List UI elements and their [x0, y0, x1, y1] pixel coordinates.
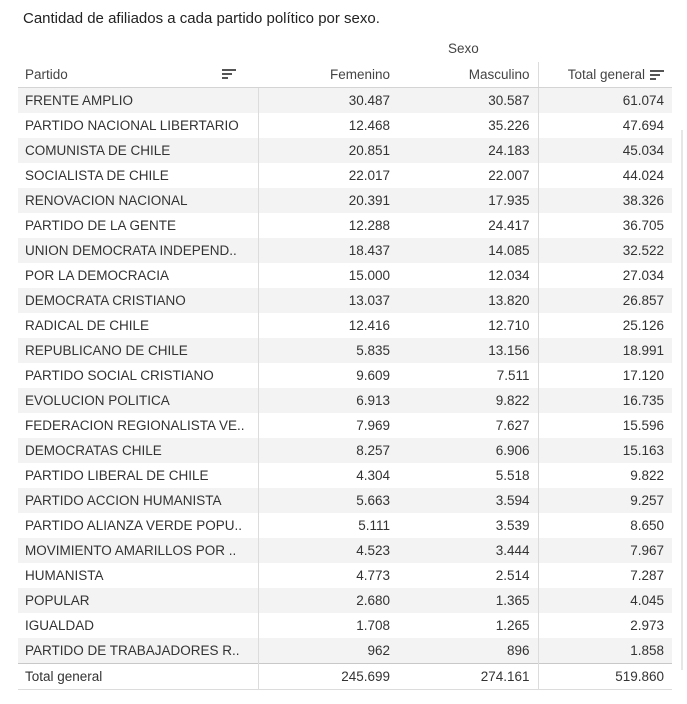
party-name: HUMANISTA	[25, 568, 104, 584]
masculino-cell: 7.511	[398, 363, 538, 388]
party-name: SOCIALISTA DE CHILE	[25, 168, 169, 184]
masculino-cell: 13.820	[398, 288, 538, 313]
party-name: FRENTE AMPLIO	[25, 93, 134, 109]
party-cell	[18, 138, 258, 163]
table-row[interactable]	[18, 438, 672, 463]
femenino-cell: 22.017	[258, 163, 398, 188]
party-name: DEMOCRATAS CHILE	[25, 443, 162, 459]
party-name: EVOLUCION POLITICA	[25, 393, 170, 409]
table-title: Cantidad de afiliados a cada partido político por sexo.	[23, 10, 380, 27]
femenino-cell: 7.969	[258, 413, 398, 438]
party-name: PARTIDO NACIONAL LIBERTARIO	[25, 118, 239, 134]
femenino-cell: 20.851	[258, 138, 398, 163]
masculino-cell: 6.906	[398, 438, 538, 463]
column-header-partido-label: Partido	[25, 67, 68, 82]
party-name: PARTIDO LIBERAL DE CHILE	[25, 468, 209, 484]
femenino-cell: 12.468	[258, 113, 398, 138]
party-cell	[18, 613, 258, 638]
femenino-cell: 5.663	[258, 488, 398, 513]
table-row[interactable]	[18, 388, 672, 413]
table-row[interactable]	[18, 413, 672, 438]
masculino-cell: 1.265	[398, 613, 538, 638]
party-cell	[18, 213, 258, 238]
masculino-cell: 14.085	[398, 238, 538, 263]
sort-descending-icon[interactable]	[650, 70, 664, 80]
total-cell: 15.163	[538, 438, 672, 463]
masculino-cell: 24.417	[398, 213, 538, 238]
party-cell	[18, 313, 258, 338]
femenino-cell: 962	[258, 638, 398, 664]
party-name: POR LA DEMOCRACIA	[25, 268, 170, 284]
table-row[interactable]	[18, 463, 672, 488]
table-row[interactable]	[18, 188, 672, 213]
table-row[interactable]	[18, 138, 672, 163]
table-row[interactable]	[18, 263, 672, 288]
total-cell: 26.857	[538, 288, 672, 313]
column-header-femenino[interactable]: Femenino	[258, 62, 398, 88]
table-row[interactable]	[18, 313, 672, 338]
party-cell	[18, 338, 258, 363]
table-row[interactable]	[18, 638, 672, 664]
total-cell: 25.126	[538, 313, 672, 338]
total-cell: 15.596	[538, 413, 672, 438]
masculino-cell: 22.007	[398, 163, 538, 188]
column-header-total-label: Total general	[567, 67, 645, 82]
femenino-cell: 30.487	[258, 88, 398, 114]
femenino-cell: 4.773	[258, 563, 398, 588]
table-row[interactable]	[18, 613, 672, 638]
party-cell	[18, 363, 258, 388]
total-cell: 7.967	[538, 538, 672, 563]
femenino-cell: 12.288	[258, 213, 398, 238]
header-row	[18, 62, 672, 88]
affiliates-table	[18, 62, 672, 690]
masculino-cell: 7.627	[398, 413, 538, 438]
party-name: DEMOCRATA CRISTIANO	[25, 293, 186, 309]
party-cell	[18, 438, 258, 463]
totals-masculino: 274.161	[398, 664, 538, 690]
total-cell: 45.034	[538, 138, 672, 163]
total-cell: 4.045	[538, 588, 672, 613]
column-header-masculino[interactable]: Masculino	[398, 62, 538, 88]
table-row[interactable]	[18, 538, 672, 563]
column-header-total-general[interactable]	[538, 62, 672, 88]
masculino-cell: 12.034	[398, 263, 538, 288]
party-cell	[18, 488, 258, 513]
table-row[interactable]	[18, 113, 672, 138]
femenino-cell: 5.835	[258, 338, 398, 363]
total-cell: 47.694	[538, 113, 672, 138]
masculino-cell: 1.365	[398, 588, 538, 613]
table-row[interactable]	[18, 238, 672, 263]
total-cell: 8.650	[538, 513, 672, 538]
party-name: MOVIMIENTO AMARILLOS POR ..	[25, 543, 237, 559]
party-cell	[18, 113, 258, 138]
total-cell: 9.822	[538, 463, 672, 488]
masculino-cell: 2.514	[398, 563, 538, 588]
party-cell	[18, 188, 258, 213]
party-name: PARTIDO ACCION HUMANISTA	[25, 493, 222, 509]
party-name: FEDERACION REGIONALISTA VE..	[25, 418, 245, 434]
total-cell: 7.287	[538, 563, 672, 588]
totals-label: Total general	[18, 664, 258, 690]
total-cell: 16.735	[538, 388, 672, 413]
femenino-cell: 1.708	[258, 613, 398, 638]
femenino-cell: 9.609	[258, 363, 398, 388]
party-cell	[18, 263, 258, 288]
masculino-cell: 24.183	[398, 138, 538, 163]
masculino-cell: 13.156	[398, 338, 538, 363]
total-cell: 9.257	[538, 488, 672, 513]
masculino-cell: 896	[398, 638, 538, 664]
party-name: PARTIDO ALIANZA VERDE POPU..	[25, 518, 243, 534]
table-row[interactable]	[18, 338, 672, 363]
table-row[interactable]	[18, 213, 672, 238]
party-cell	[18, 538, 258, 563]
table-row[interactable]	[18, 588, 672, 613]
femenino-cell: 2.680	[258, 588, 398, 613]
party-cell	[18, 638, 258, 664]
party-name: COMUNISTA DE CHILE	[25, 143, 171, 159]
femenino-cell: 4.523	[258, 538, 398, 563]
masculino-cell: 35.226	[398, 113, 538, 138]
party-name: POPULAR	[25, 593, 90, 609]
party-name: IGUALDAD	[25, 618, 95, 634]
party-cell	[18, 163, 258, 188]
total-cell: 44.024	[538, 163, 672, 188]
party-cell	[18, 88, 258, 114]
femenino-cell: 5.111	[258, 513, 398, 538]
table-row[interactable]	[18, 563, 672, 588]
total-cell: 61.074	[538, 88, 672, 114]
total-cell: 27.034	[538, 263, 672, 288]
party-name: REPUBLICANO DE CHILE	[25, 343, 188, 359]
party-cell	[18, 413, 258, 438]
party-name: PARTIDO DE LA GENTE	[25, 218, 177, 234]
total-cell: 2.973	[538, 613, 672, 638]
table-row[interactable]	[18, 363, 672, 388]
masculino-cell: 17.935	[398, 188, 538, 213]
total-cell: 32.522	[538, 238, 672, 263]
masculino-cell: 3.539	[398, 513, 538, 538]
total-cell: 36.705	[538, 213, 672, 238]
table-row[interactable]	[18, 88, 672, 114]
party-cell	[18, 288, 258, 313]
table-row[interactable]	[18, 163, 672, 188]
party-cell	[18, 388, 258, 413]
femenino-cell: 12.416	[258, 313, 398, 338]
table-body	[18, 88, 672, 664]
party-cell	[18, 563, 258, 588]
party-cell	[18, 463, 258, 488]
femenino-cell: 18.437	[258, 238, 398, 263]
femenino-cell: 13.037	[258, 288, 398, 313]
femenino-cell: 15.000	[258, 263, 398, 288]
femenino-cell: 4.304	[258, 463, 398, 488]
column-header-partido[interactable]	[18, 62, 258, 88]
masculino-cell: 5.518	[398, 463, 538, 488]
party-name: RENOVACION NACIONAL	[25, 193, 188, 209]
totals-row	[18, 664, 672, 690]
masculino-cell: 3.444	[398, 538, 538, 563]
sort-descending-icon[interactable]	[222, 69, 236, 79]
scrollbar-edge	[681, 130, 683, 670]
party-name: RADICAL DE CHILE	[25, 318, 150, 334]
total-cell: 18.991	[538, 338, 672, 363]
masculino-cell: 30.587	[398, 88, 538, 114]
masculino-cell: 12.710	[398, 313, 538, 338]
totals-femenino: 245.699	[258, 664, 398, 690]
femenino-cell: 8.257	[258, 438, 398, 463]
table-row[interactable]	[18, 513, 672, 538]
total-cell: 17.120	[538, 363, 672, 388]
party-name: PARTIDO DE TRABAJADORES R..	[25, 643, 240, 659]
party-cell	[18, 588, 258, 613]
party-cell	[18, 238, 258, 263]
femenino-cell: 6.913	[258, 388, 398, 413]
column-group-label: Sexo	[448, 41, 479, 56]
totals-total: 519.860	[538, 664, 672, 690]
total-cell: 1.858	[538, 638, 672, 664]
masculino-cell: 3.594	[398, 488, 538, 513]
total-cell: 38.326	[538, 188, 672, 213]
femenino-cell: 20.391	[258, 188, 398, 213]
table-row[interactable]	[18, 288, 672, 313]
party-name: UNION DEMOCRATA INDEPEND..	[25, 243, 237, 259]
table-row[interactable]	[18, 488, 672, 513]
party-name: PARTIDO SOCIAL CRISTIANO	[25, 368, 214, 384]
party-cell	[18, 513, 258, 538]
masculino-cell: 9.822	[398, 388, 538, 413]
